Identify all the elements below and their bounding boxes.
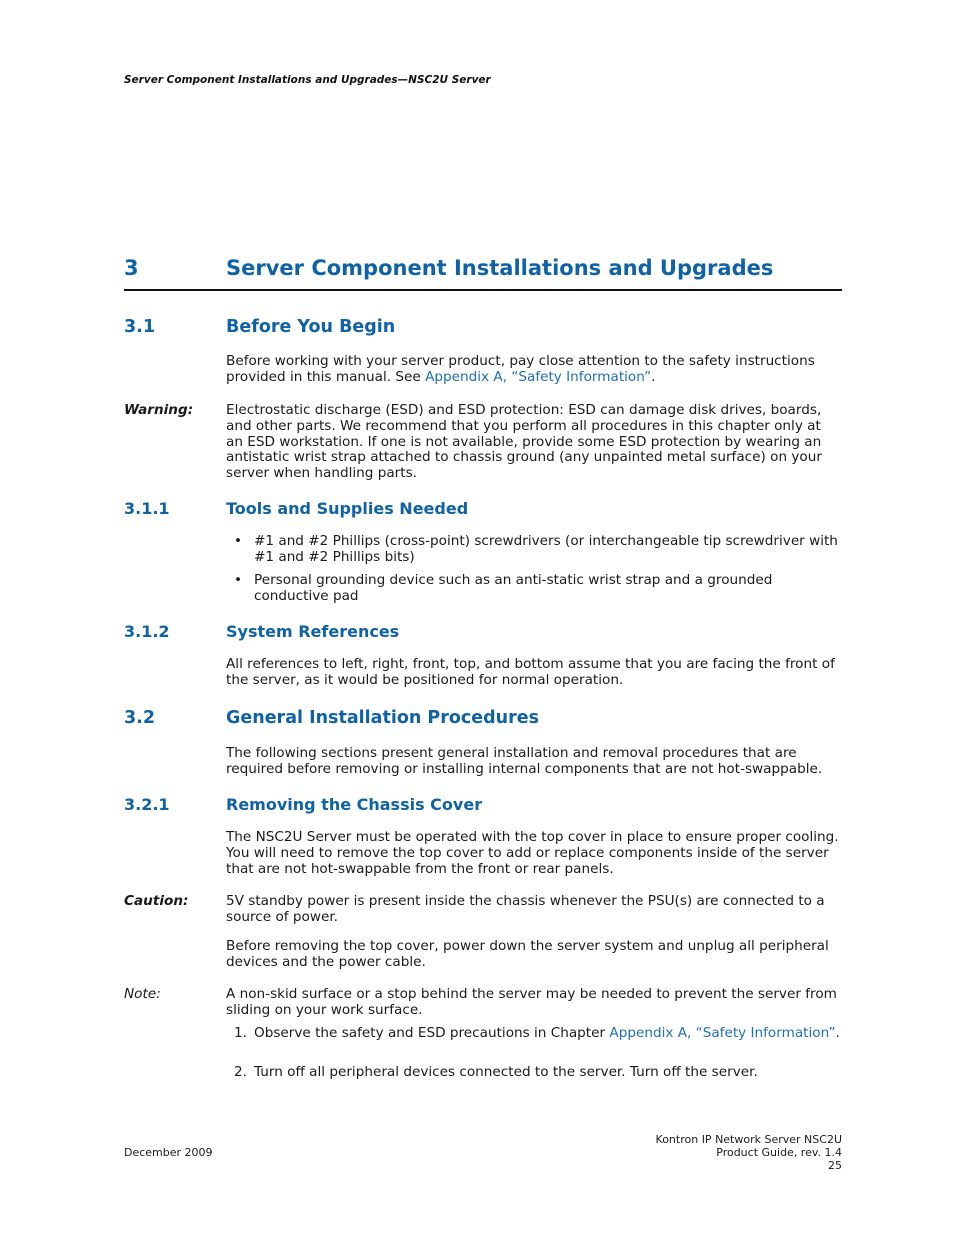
note-label: Note: [124, 986, 161, 1002]
section-number: 3.2 [124, 708, 156, 728]
list-item-text: Personal grounding device such as an anti-static wrist strap and a grounded conductive pad [254, 572, 773, 604]
section-number: 3.1.2 [124, 622, 170, 641]
before-removing-text: Before removing the top cover, power down the server system and unplug all peripheral devices and the power cable. [226, 938, 829, 970]
section-title: Removing the Chassis Cover [226, 795, 483, 814]
list-item-text: #1 and #2 Phillips (cross-point) screwdrivers (or interchangeable tip screwdriver with #1 and #2 Phillips bits) [254, 533, 838, 565]
system-references-paragraph: All references to left, right, front, top, and bottom assume that you are facing the front of the server, as it would be positioned for normal operation. [226, 656, 835, 688]
chassis-cover-paragraph: The NSC2U Server must be operated with the top cover in place to ensure proper cooling. You will need to remove the top cover to add or replace components inside of the server that are not hot-swappable from the front or rear panels. [226, 829, 839, 877]
step-text [254, 1026, 842, 1042]
step-number: 2. [234, 1064, 247, 1080]
caution-text: 5V standby power is present inside the chassis whenever the PSU(s) are connected to a source of power. [226, 893, 825, 925]
chapter-title: Server Component Installations and Upgrades [226, 256, 774, 280]
appendix-a-link[interactable]: Appendix A, “Safety Information” [425, 368, 652, 385]
step-text-pre: Observe the safety and ESD precautions in Chapter [254, 1025, 610, 1041]
running-header: Server Component Installations and Upgrades—NSC2U Server [124, 74, 491, 86]
paragraph-text: Before working with your server product, pay close attention to the safety instructions provided in this manual. See [226, 353, 815, 385]
section-title: Before You Begin [226, 317, 396, 337]
warning-label: Warning: [124, 402, 194, 418]
step-number: 1. [234, 1025, 247, 1041]
footer-date: December 2009 [124, 1146, 213, 1159]
section-title: System References [226, 622, 400, 641]
footer-page-number: 25 [828, 1159, 842, 1172]
caution-label: Caution: [124, 893, 189, 909]
before-you-begin-paragraph [226, 354, 842, 386]
section-number: 3.1.1 [124, 499, 170, 518]
step-text-post: . [835, 1025, 840, 1041]
section-title: Tools and Supplies Needed [226, 499, 469, 518]
footer-product-info [656, 1133, 842, 1172]
appendix-a-link[interactable]: Appendix A, “Safety Information” [609, 1025, 836, 1041]
chapter-number: 3 [124, 256, 139, 280]
bullet: • [234, 572, 243, 588]
step-text: Turn off all peripheral devices connected to the server. Turn off the server. [254, 1064, 758, 1080]
footer-product-name: Kontron IP Network Server NSC2U [655, 1133, 842, 1146]
section-number: 3.1 [124, 317, 156, 337]
chapter-rule [124, 289, 842, 291]
footer-guide-revision: Product Guide, rev. 1.4 [716, 1146, 842, 1159]
section-title: General Installation Procedures [226, 708, 540, 728]
paragraph-text-end: . [651, 368, 656, 385]
warning-text: Electrostatic discharge (ESD) and ESD protection: ESD can damage disk drives, boards, and other parts. We recommend that you perform all procedures in this chapter only at an ESD workstation. If one is not available, provide some ESD protection by wearing an antistatic wrist strap attached to chassis ground (any unpainted metal surface) on your server when handling parts. [226, 402, 822, 482]
section-number: 3.2.1 [124, 795, 170, 814]
bullet: • [234, 533, 243, 549]
note-text: A non-skid surface or a stop behind the server may be needed to prevent the server from sliding on your work surface. [226, 986, 837, 1018]
general-procedures-paragraph: The following sections present general installation and removal procedures that are required before removing or installing internal components that are not hot-swappable. [226, 745, 823, 777]
